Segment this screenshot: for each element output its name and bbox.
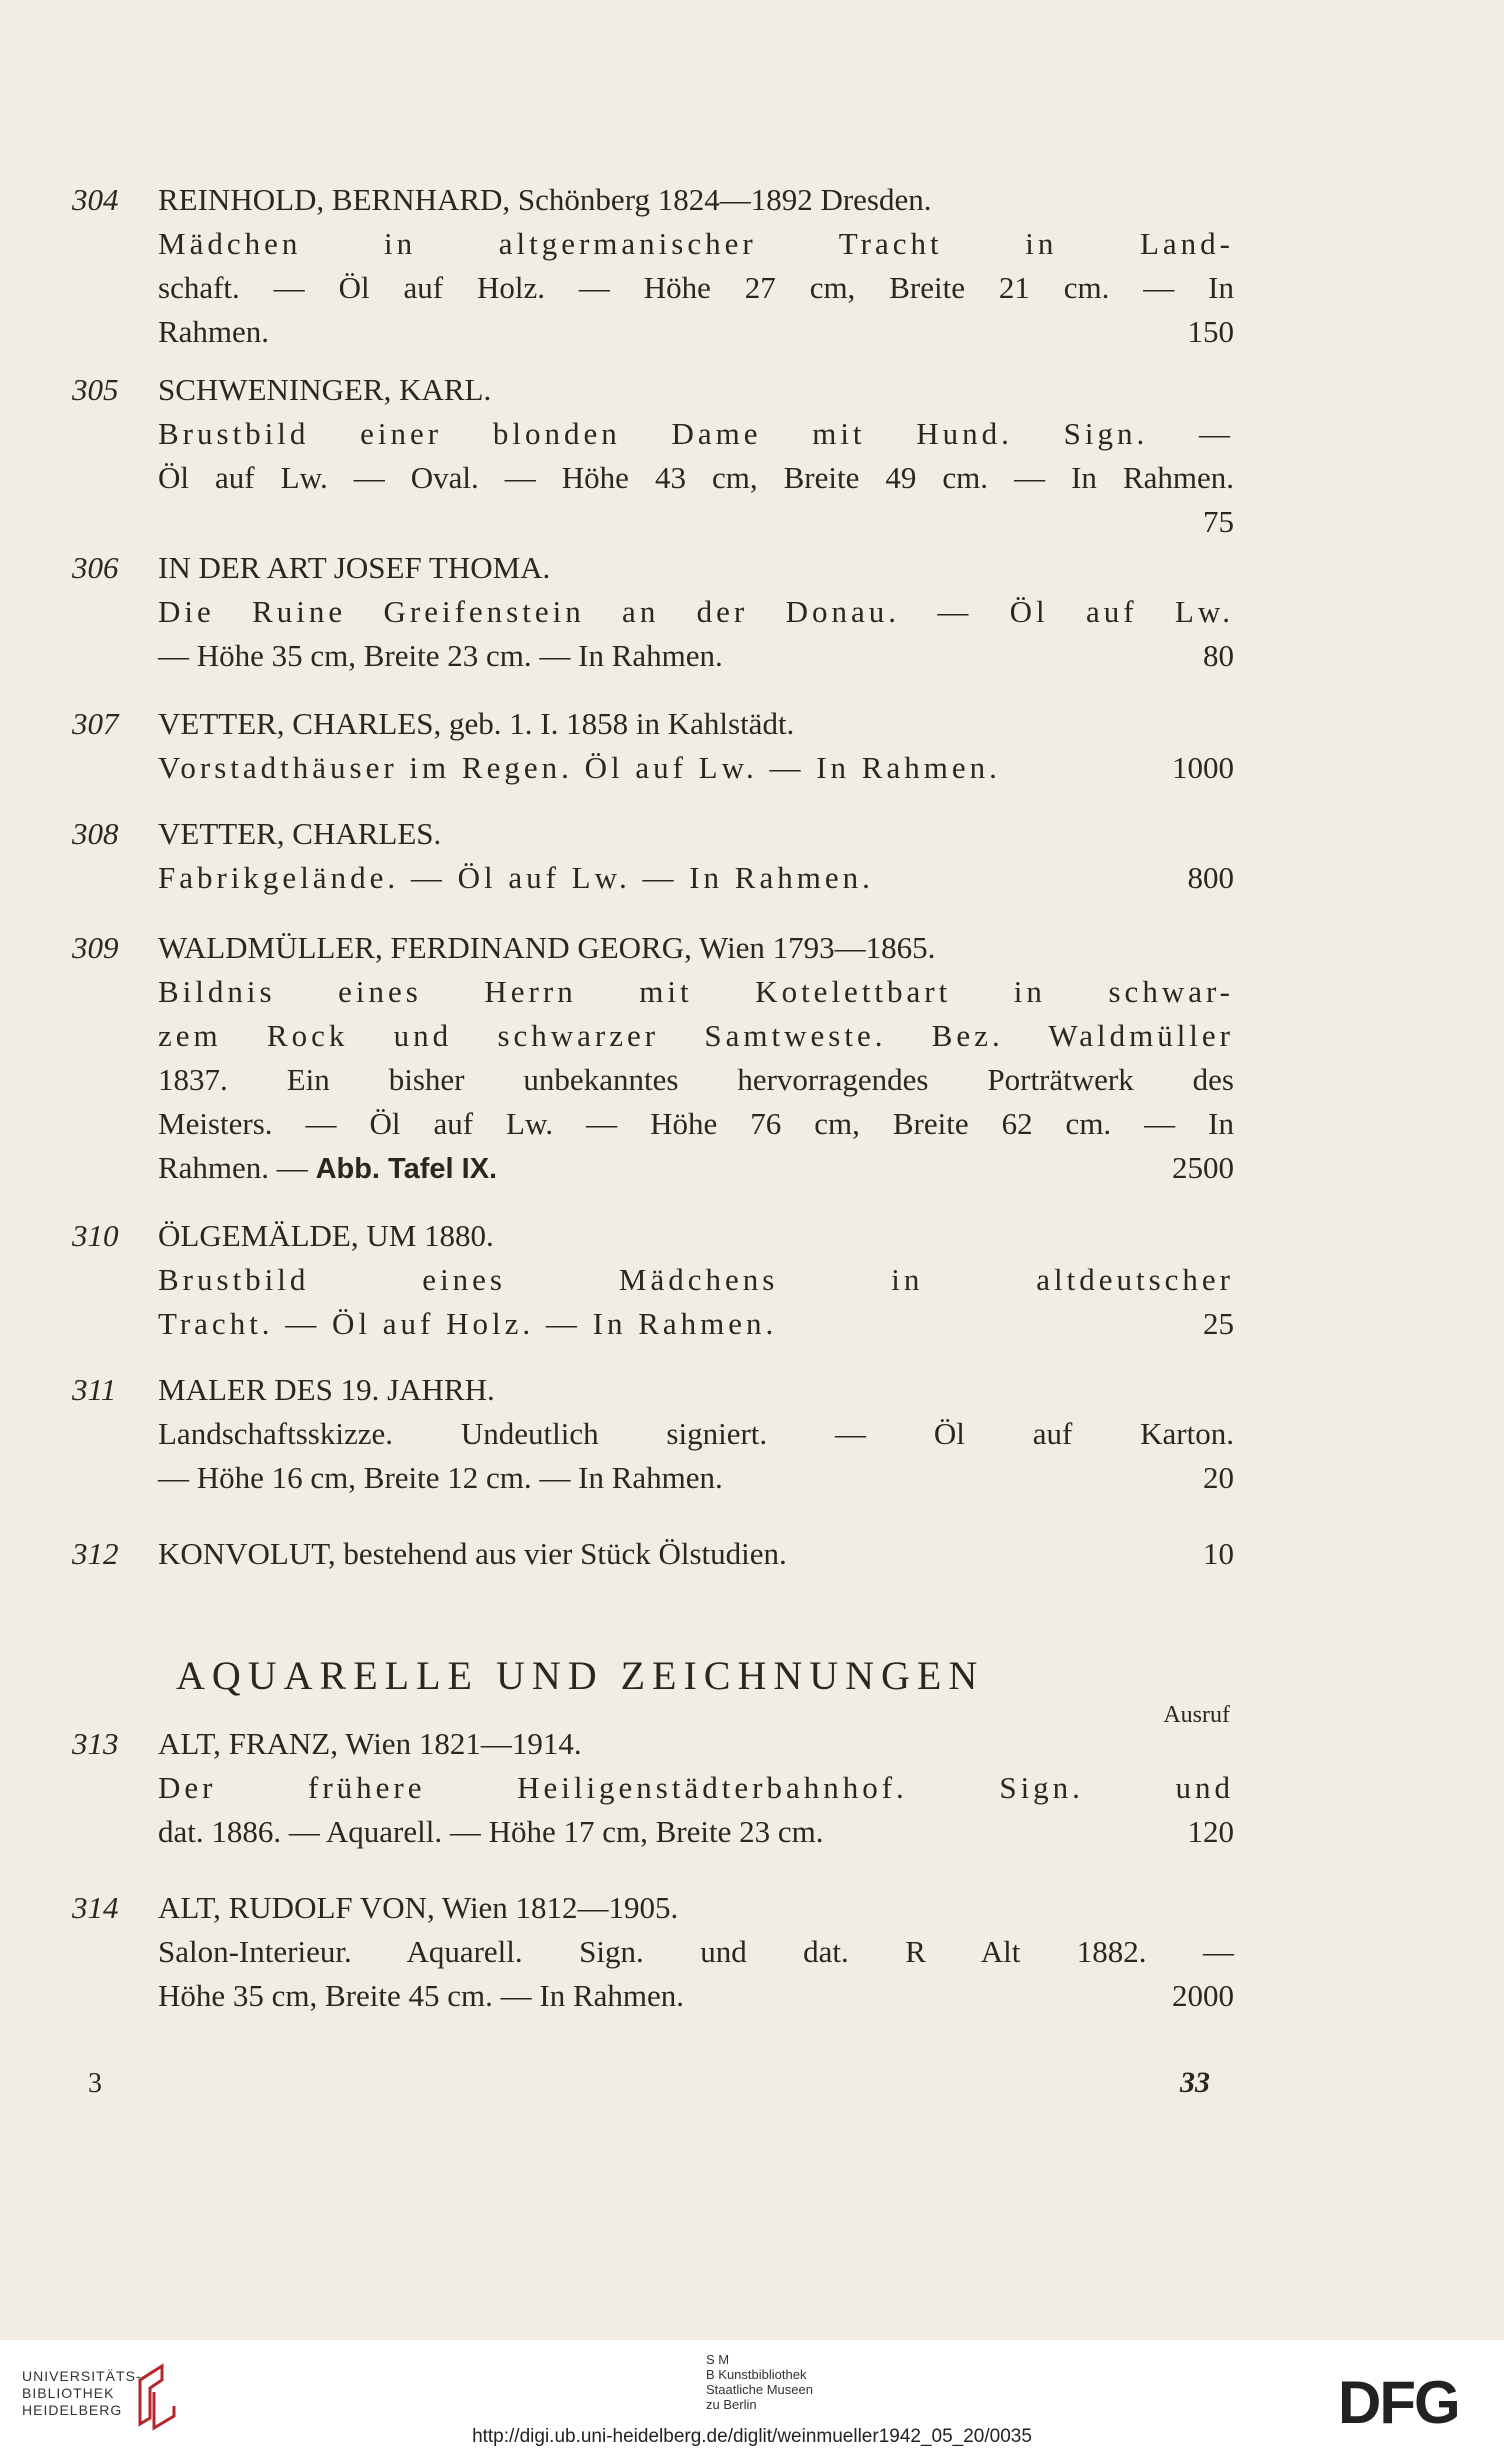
description-line: Meisters. — Öl auf Lw. — Höhe 76 cm, Breite 62 cm. — In bbox=[158, 1106, 1234, 1141]
description-line: schaft. — Öl auf Holz. — Höhe 27 cm, Breite 21 cm. — In bbox=[158, 270, 1234, 305]
lot-price: 2500 bbox=[1172, 1150, 1234, 1185]
title-line: Bildnis eines Herrn mit Kotelettbart in schwar- bbox=[158, 974, 1234, 1009]
lot-price: 10 bbox=[1203, 1536, 1234, 1571]
lot-description bbox=[158, 1214, 1234, 1346]
lot-number: 305 bbox=[72, 372, 119, 407]
title-line: zem Rock und schwarzer Samtweste. Bez. Waldmüller bbox=[158, 1018, 1234, 1053]
lot-description bbox=[158, 368, 1234, 544]
lot-price: 25 bbox=[1203, 1306, 1234, 1341]
artist-line: REINHOLD, BERNHARD, Schönberg 1824—1892 Dresden. bbox=[158, 182, 932, 217]
artist-line: VETTER, CHARLES. bbox=[158, 816, 442, 851]
title-line: Der frühere Heiligenstädterbahnhof. Sign. und bbox=[158, 1770, 1234, 1805]
title-line: Salon-Interieur. Aquarell. Sign. und dat. R Alt 1882. — bbox=[158, 1934, 1234, 1969]
lot-price: 150 bbox=[1187, 314, 1234, 349]
lot-price: 800 bbox=[1187, 860, 1234, 895]
lot-price: 2000 bbox=[1172, 1978, 1234, 2013]
lot-number: 309 bbox=[72, 930, 119, 965]
lot-number: 310 bbox=[72, 1218, 119, 1253]
artist-line: ÖLGEMÄLDE, UM 1880. bbox=[158, 1218, 494, 1253]
last-line bbox=[158, 500, 1234, 544]
heidelberg-logo-icon bbox=[132, 2362, 180, 2432]
description-line: 1837. Ein bisher unbekanntes hervorragendes Porträtwerk des bbox=[158, 1062, 1234, 1097]
university-line: HEIDELBERG bbox=[22, 2402, 123, 2418]
lot-number: 313 bbox=[72, 1726, 119, 1761]
digitization-footer bbox=[0, 2340, 1504, 2451]
lot-price: 75 bbox=[1203, 504, 1234, 539]
section-heading: AQUARELLE UND ZEICHNUNGEN bbox=[176, 1653, 985, 1698]
university-line: UNIVERSITÄTS- bbox=[22, 2368, 142, 2384]
lot-description bbox=[158, 546, 1234, 678]
artist-line: IN DER ART JOSEF THOMA. bbox=[158, 550, 551, 585]
kb-line: zu Berlin bbox=[706, 2397, 757, 2412]
lot-description bbox=[158, 702, 1234, 790]
lot-description bbox=[158, 1368, 1234, 1500]
description-end: Vorstadthäuser im Regen. Öl auf Lw. — In Rahmen. bbox=[158, 750, 1001, 785]
title-line: Landschaftsskizze. Undeutlich signiert. — Öl auf Karton. bbox=[158, 1416, 1234, 1451]
last-line bbox=[158, 1810, 1234, 1854]
description-end: Rahmen. bbox=[158, 314, 270, 349]
description-end: Fabrikgelände. — Öl auf Lw. — In Rahmen. bbox=[158, 860, 874, 895]
last-line bbox=[158, 1302, 1234, 1346]
lot-number: 311 bbox=[72, 1372, 117, 1407]
lot-number: 314 bbox=[72, 1890, 119, 1925]
last-line bbox=[158, 1974, 1234, 2018]
lot-description bbox=[158, 1722, 1234, 1854]
description-end: dat. 1886. — Aquarell. — Höhe 17 cm, Breite 23 cm. bbox=[158, 1814, 824, 1849]
lot-price: 120 bbox=[1187, 1814, 1234, 1849]
description-end: — Höhe 35 cm, Breite 23 cm. — In Rahmen. bbox=[158, 638, 723, 673]
lot-price: 20 bbox=[1203, 1460, 1234, 1495]
lot-number: 312 bbox=[72, 1536, 119, 1571]
description-end bbox=[158, 1146, 497, 1190]
last-line bbox=[158, 634, 1234, 678]
last-line bbox=[158, 1532, 1234, 1576]
title-line: Die Ruine Greifenstein an der Donau. — Öl auf Lw. bbox=[158, 594, 1234, 629]
kunstbibliothek-label bbox=[706, 2352, 813, 2412]
title-line: Brustbild eines Mädchens in altdeutscher bbox=[158, 1262, 1234, 1297]
kb-line: Staatliche Museen bbox=[706, 2382, 813, 2397]
artist-line: MALER DES 19. JAHRH. bbox=[158, 1372, 495, 1407]
lot-description bbox=[158, 1886, 1234, 2018]
lot-number: 308 bbox=[72, 816, 119, 851]
lot-description bbox=[158, 926, 1234, 1190]
lot-price: 80 bbox=[1203, 638, 1234, 673]
ausruf-label: Ausruf bbox=[1163, 1702, 1230, 1728]
artist-line: ALT, FRANZ, Wien 1821—1914. bbox=[158, 1726, 582, 1761]
description-line: Öl auf Lw. — Oval. — Höhe 43 cm, Breite 49 cm. — In Rahmen. bbox=[158, 460, 1234, 495]
title-line: Brustbild einer blonden Dame mit Hund. Sign. — bbox=[158, 416, 1234, 451]
university-line: BIBLIOTHEK bbox=[22, 2385, 115, 2401]
artist-line: VETTER, CHARLES, geb. 1. I. 1858 in Kahlstädt. bbox=[158, 706, 795, 741]
page-number: 33 bbox=[1180, 2066, 1210, 2099]
artist-line: ALT, RUDOLF VON, Wien 1812—1905. bbox=[158, 1890, 679, 1925]
lot-description bbox=[158, 1532, 1234, 1576]
last-line bbox=[158, 1456, 1234, 1500]
last-line bbox=[158, 1146, 1234, 1190]
kb-line: B Kunstbibliothek bbox=[706, 2367, 807, 2382]
lot-description bbox=[158, 178, 1234, 354]
plate-reference: Abb. Tafel IX. bbox=[315, 1153, 498, 1185]
description-end-text: Rahmen. — bbox=[158, 1150, 308, 1185]
lot-number: 304 bbox=[72, 182, 119, 217]
description-end: KONVOLUT, bestehend aus vier Stück Ölstudien. bbox=[158, 1536, 787, 1571]
artist-line: WALDMÜLLER, FERDINAND GEORG, Wien 1793—1865. bbox=[158, 930, 936, 965]
kb-line: S M bbox=[706, 2352, 730, 2367]
description-end: — Höhe 16 cm, Breite 12 cm. — In Rahmen. bbox=[158, 1460, 723, 1495]
artist-line: SCHWENINGER, KARL. bbox=[158, 372, 492, 407]
last-line bbox=[158, 746, 1234, 790]
lot-number: 306 bbox=[72, 550, 119, 585]
permalink-url[interactable]: http://digi.ub.uni-heidelberg.de/diglit/weinmueller1942_05_20/0035 bbox=[472, 2426, 1032, 2447]
description-end: Tracht. — Öl auf Holz. — In Rahmen. bbox=[158, 1306, 778, 1341]
lot-number: 307 bbox=[72, 706, 119, 741]
last-line bbox=[158, 310, 1234, 354]
title-line: Mädchen in altgermanischer Tracht in Land- bbox=[158, 226, 1234, 261]
last-line bbox=[158, 856, 1234, 900]
lot-price: 1000 bbox=[1172, 750, 1234, 785]
dfg-logo: DFG bbox=[1338, 2369, 1459, 2436]
lot-description bbox=[158, 812, 1234, 900]
university-library-label bbox=[22, 2368, 142, 2419]
description-end: Höhe 35 cm, Breite 45 cm. — In Rahmen. bbox=[158, 1978, 685, 2013]
signature-mark: 3 bbox=[88, 2068, 102, 2099]
